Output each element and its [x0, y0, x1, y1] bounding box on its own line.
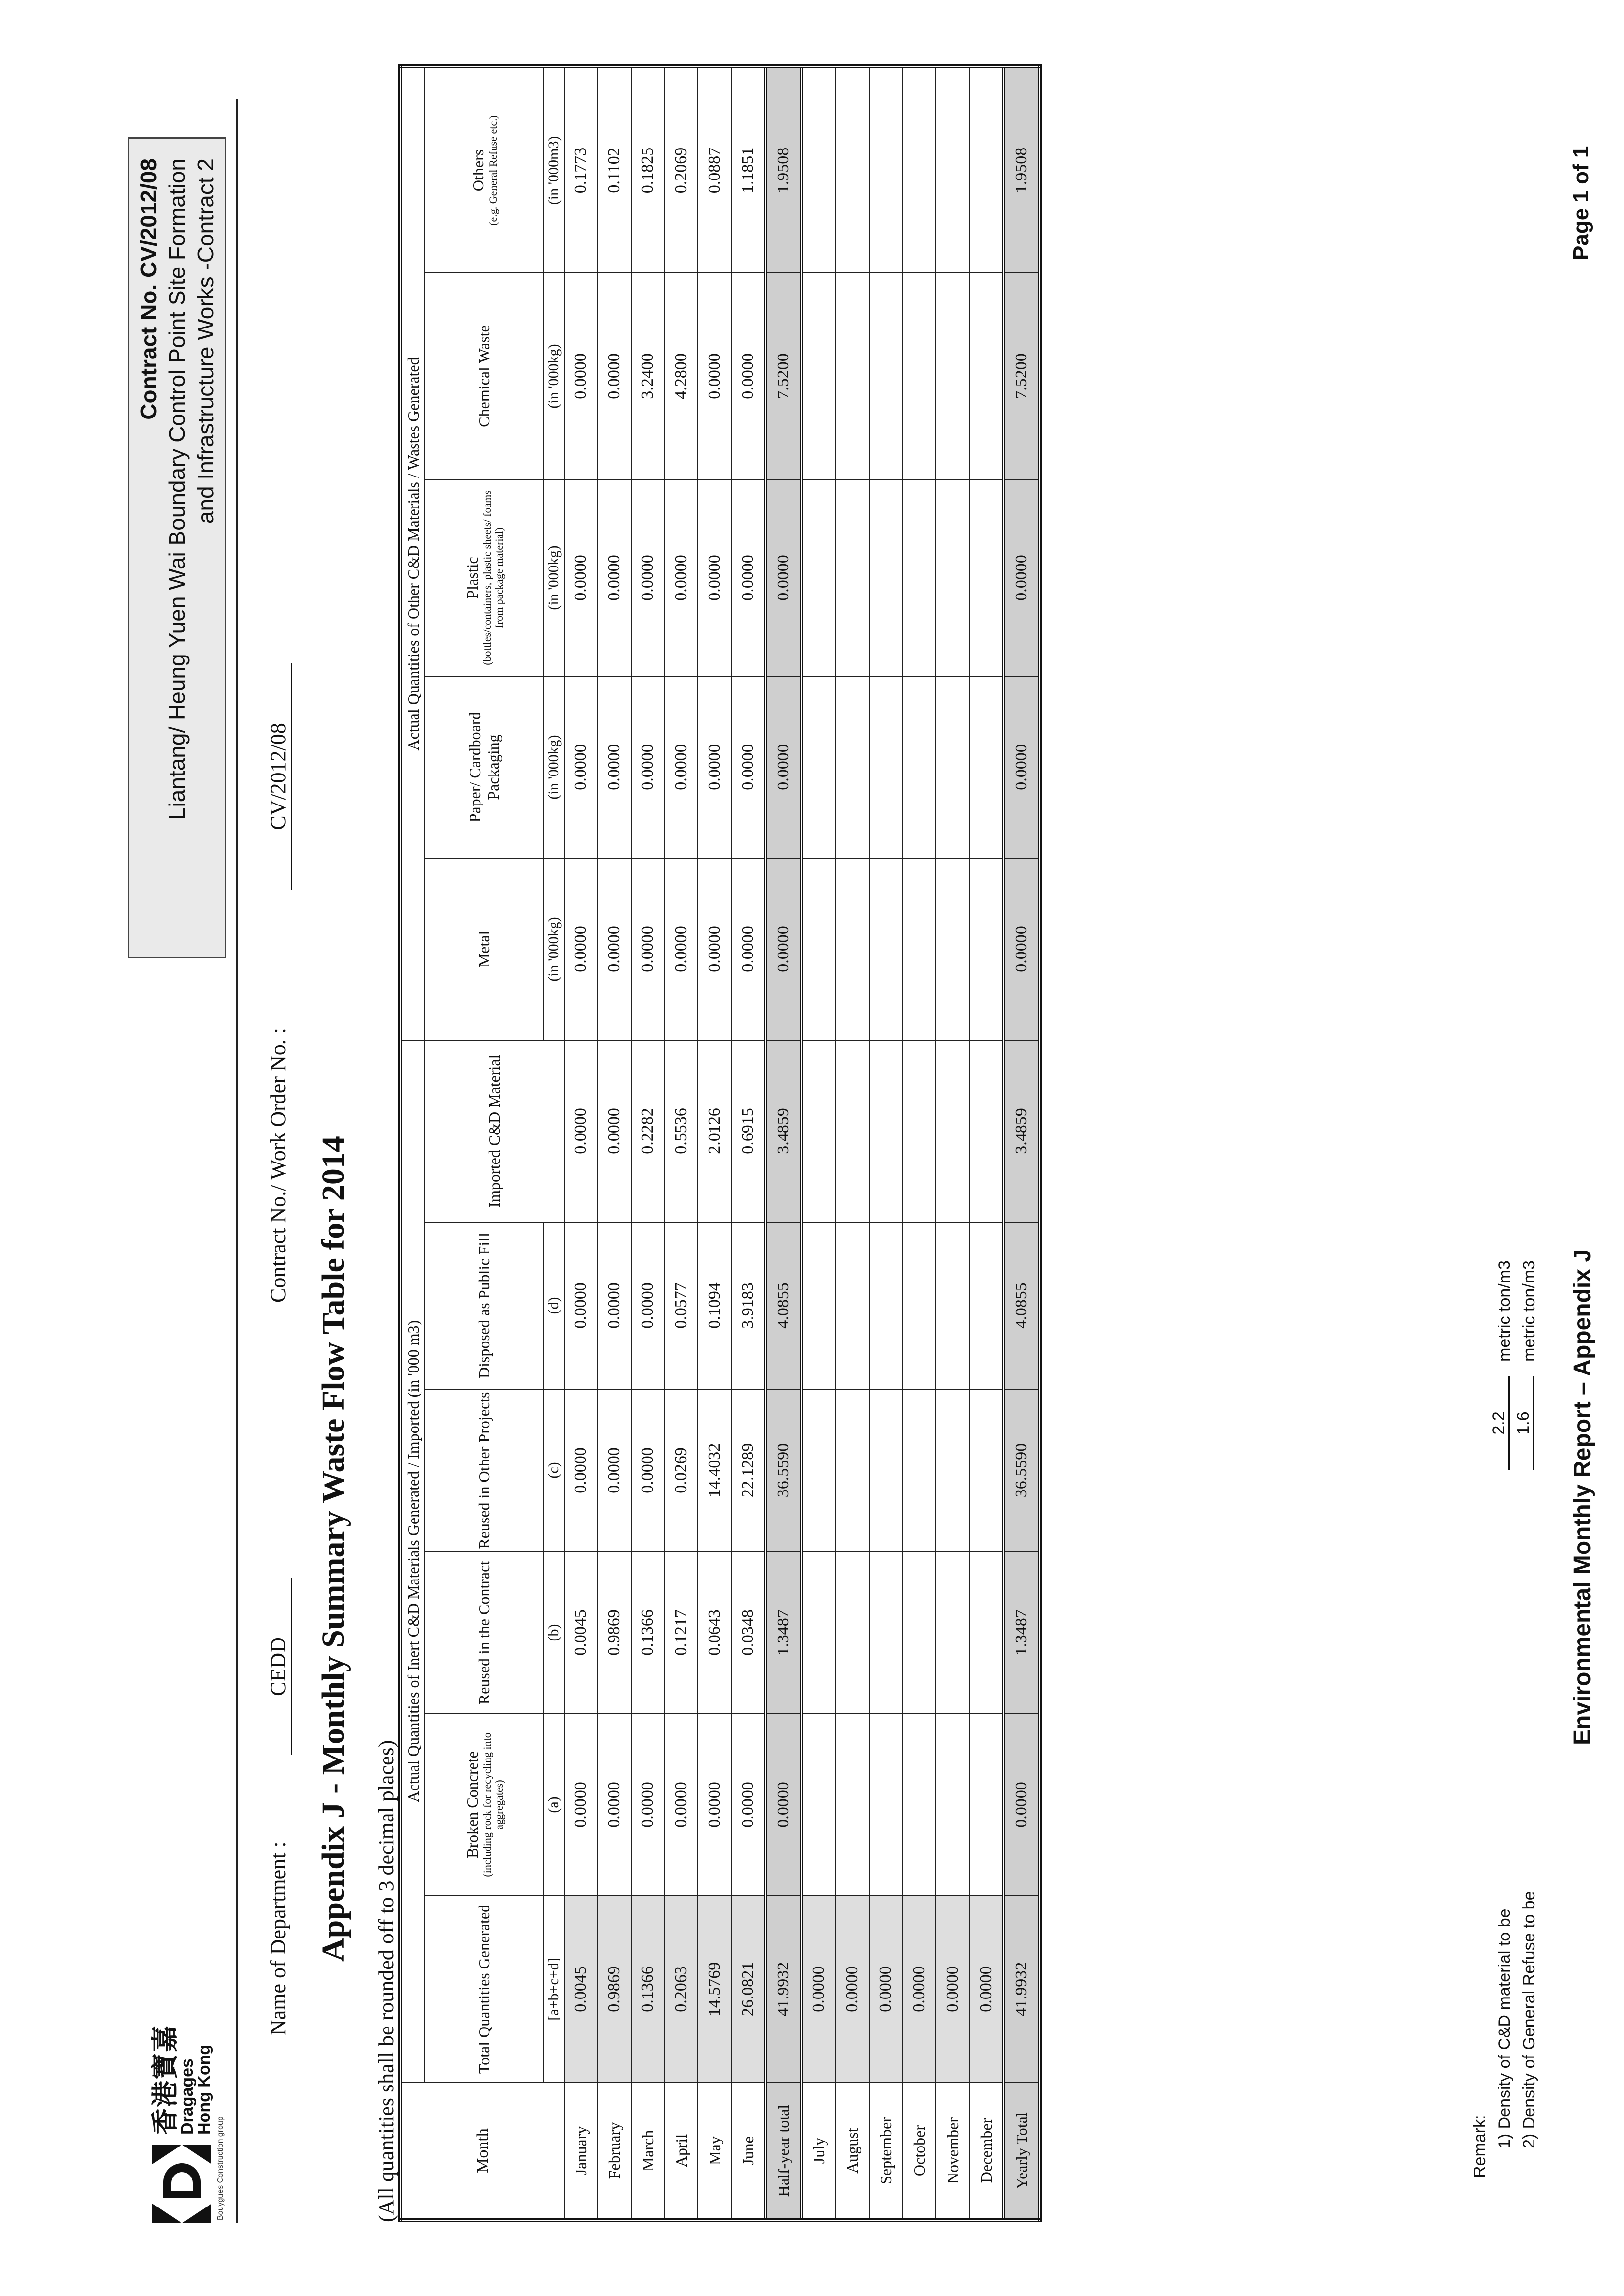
table-cell: 0.0000 — [631, 1389, 664, 1551]
table-cell — [969, 858, 1004, 1040]
table-cell: 0.0000 — [869, 1896, 902, 2083]
table-cell: 0.2063 — [664, 1896, 698, 2083]
table-cell: 0.9869 — [598, 1551, 631, 1714]
table-cell — [902, 66, 936, 273]
month-cell: February — [598, 2083, 631, 2220]
table-cell — [969, 479, 1004, 676]
table-cell: 1.3487 — [1004, 1551, 1040, 1714]
table-cell — [969, 676, 1004, 858]
table-cell — [936, 1222, 969, 1389]
table-cell: 0.0577 — [664, 1222, 698, 1389]
table-cell: 0.0000 — [698, 676, 731, 858]
table-cell: 0.1094 — [698, 1222, 731, 1389]
table-cell: 4.0855 — [766, 1222, 801, 1389]
table-cell — [936, 1389, 969, 1551]
table-cell — [969, 1551, 1004, 1714]
table-cell: 0.0000 — [731, 676, 766, 858]
table-cell — [969, 1222, 1004, 1389]
table-row — [869, 66, 902, 2220]
broken-concrete-code: (a) — [543, 1714, 564, 1896]
table-cell: 36.5590 — [766, 1389, 801, 1551]
broken-concrete-label: Broken Concrete — [463, 1751, 481, 1858]
table-cell: 0.0000 — [766, 858, 801, 1040]
table-cell — [836, 66, 869, 273]
table-cell — [836, 676, 869, 858]
table-cell: 14.5769 — [698, 1896, 731, 2083]
remark-value-2: 1.6 — [1514, 1376, 1534, 1470]
total-header-label: Total Quantities Generated — [475, 1904, 493, 2074]
month-cell: October — [902, 2083, 936, 2220]
others-unit: (in '000m3) — [543, 66, 564, 273]
table-cell: 0.1825 — [631, 66, 664, 273]
table-cell: 0.0000 — [564, 1040, 598, 1222]
table-cell: 0.0000 — [631, 479, 664, 676]
table-cell: 0.0000 — [731, 479, 766, 676]
table-cell: 4.2800 — [664, 273, 698, 479]
remark-unit-1: metric ton/m3 — [1495, 1260, 1514, 1362]
table-cell: 0.0000 — [564, 1222, 598, 1389]
reused-other-header: Reused in Other Projects — [424, 1389, 543, 1551]
table-cell: 41.9932 — [766, 1896, 801, 2083]
table-cell — [936, 66, 969, 273]
plastic-note: (bottles/containers, plastic sheets/ foams from package material) — [481, 490, 505, 665]
table-cell — [801, 1551, 836, 1714]
table-cell: 0.1773 — [564, 66, 598, 273]
table-cell: 0.0000 — [564, 1714, 598, 1896]
table-row — [698, 66, 731, 2220]
table-cell: 0.0000 — [564, 479, 598, 676]
table-cell — [936, 1040, 969, 1222]
table-cell — [869, 273, 902, 479]
table-row — [598, 66, 631, 2220]
table-cell: 0.0000 — [698, 1714, 731, 1896]
logo-chinese-text: 香港寶嘉 — [150, 2025, 180, 2135]
table-row — [836, 66, 869, 2220]
table-cell — [801, 676, 836, 858]
table-cell: 0.0000 — [631, 858, 664, 1040]
table-cell: 0.0000 — [598, 1222, 631, 1389]
table-cell: 0.0000 — [631, 676, 664, 858]
month-cell: September — [869, 2083, 902, 2220]
table-cell — [836, 273, 869, 479]
table-cell — [836, 1222, 869, 1389]
table-cell — [869, 858, 902, 1040]
remark-value-1: 2.2 — [1489, 1376, 1510, 1470]
table-cell: 0.0000 — [766, 479, 801, 676]
others-label: Others — [469, 149, 487, 192]
department-label: Name of Department : — [266, 1841, 290, 2035]
table-cell: 0.1217 — [664, 1551, 698, 1714]
table-cell — [902, 1389, 936, 1551]
table-cell — [801, 479, 836, 676]
month-cell: December — [969, 2083, 1004, 2220]
page-number: Page 1 of 1 — [1569, 146, 1593, 260]
table-cell: 0.0348 — [731, 1551, 766, 1714]
table-cell: 3.4859 — [1004, 1040, 1040, 1222]
table-cell: 0.0000 — [664, 858, 698, 1040]
contract-number: Contract No. CV/2012/08 — [136, 158, 161, 420]
reused-contract-code: (b) — [543, 1551, 564, 1714]
table-cell: 0.0000 — [731, 858, 766, 1040]
disposed-code: (d) — [543, 1222, 564, 1389]
logo-english-line-1: Dragages — [178, 2058, 197, 2135]
chemical-unit: (in '000kg) — [543, 273, 564, 479]
work-order-label: Contract No./ Work Order No. : — [266, 1028, 290, 1303]
table-cell — [936, 1551, 969, 1714]
footer-title: Environmental Monthly Report – Appendix J — [1569, 1249, 1595, 1745]
table-cell: 0.0000 — [598, 676, 631, 858]
table-cell: 7.5200 — [1004, 273, 1040, 479]
table-cell: 0.0000 — [766, 676, 801, 858]
table-cell: 0.0045 — [564, 1896, 598, 2083]
total-header — [424, 1896, 543, 2083]
table-cell: 0.0000 — [598, 273, 631, 479]
table-cell: 3.4859 — [766, 1040, 801, 1222]
table-cell: 0.1102 — [598, 66, 631, 273]
table-cell: 22.1289 — [731, 1389, 766, 1551]
logo-english-text — [179, 2045, 212, 2135]
remark-title: Remark: — [1471, 2115, 1489, 2178]
table-cell: 0.2282 — [631, 1040, 664, 1222]
waste-flow-table — [398, 64, 1042, 2222]
table-cell: 0.0000 — [598, 1389, 631, 1551]
table-cell: 0.0000 — [969, 1896, 1004, 2083]
others-header — [424, 66, 543, 273]
table-cell: 0.0000 — [698, 479, 731, 676]
table-cell — [836, 479, 869, 676]
table-row — [801, 66, 836, 2220]
table-cell — [869, 676, 902, 858]
table-cell: 0.0000 — [698, 858, 731, 1040]
table-cell — [936, 1714, 969, 1896]
table-cell: 0.0887 — [698, 66, 731, 273]
table-cell: 0.0000 — [598, 1714, 631, 1896]
table-cell: 0.0000 — [631, 1714, 664, 1896]
table-cell: 0.0045 — [564, 1551, 598, 1714]
table-cell — [836, 1389, 869, 1551]
work-order-value: CV/2012/08 — [266, 663, 292, 890]
header-divider — [236, 99, 238, 2223]
table-cell — [869, 66, 902, 273]
month-cell: April — [664, 2083, 698, 2220]
table-cell — [902, 1551, 936, 1714]
remark-label-2: 2) Density of General Refuse to be — [1520, 1891, 1538, 2148]
table-cell — [902, 676, 936, 858]
table-cell: 0.0000 — [731, 1714, 766, 1896]
month-cell: January — [564, 2083, 598, 2220]
table-cell: 0.0000 — [564, 858, 598, 1040]
table-cell — [801, 1389, 836, 1551]
table-cell — [869, 1389, 902, 1551]
table-cell — [869, 1551, 902, 1714]
table-cell: 0.0000 — [801, 1896, 836, 2083]
table-cell: 3.9183 — [731, 1222, 766, 1389]
table-cell — [902, 273, 936, 479]
table-cell — [969, 273, 1004, 479]
remark-label-1: 1) Density of C&D material to be — [1495, 1908, 1514, 2148]
table-cell — [902, 479, 936, 676]
table-cell: 26.0821 — [731, 1896, 766, 2083]
month-cell: August — [836, 2083, 869, 2220]
table-row — [936, 66, 969, 2220]
table-cell: 0.1366 — [631, 1896, 664, 2083]
table-cell — [969, 66, 1004, 273]
month-cell: Half-year total — [766, 2083, 801, 2220]
table-cell: 1.9508 — [766, 66, 801, 273]
table-cell — [969, 1714, 1004, 1896]
table-cell: 0.0000 — [564, 273, 598, 479]
table-cell — [936, 479, 969, 676]
table-cell: 0.1366 — [631, 1551, 664, 1714]
table-cell: 41.9932 — [1004, 1896, 1040, 2083]
table-cell — [936, 858, 969, 1040]
rounding-note: (All quantities shall be rounded off to 3 decimal places) — [374, 1740, 398, 2222]
table-cell: 0.0000 — [936, 1896, 969, 2083]
table-cell — [801, 1714, 836, 1896]
table-cell: 1.9508 — [1004, 66, 1040, 273]
table-cell: 3.2400 — [631, 273, 664, 479]
paper-header: Paper/ Cardboard Packaging — [424, 676, 543, 858]
table-cell: 14.4032 — [698, 1389, 731, 1551]
table-cell — [969, 1389, 1004, 1551]
table-cell: 0.0000 — [598, 479, 631, 676]
table-cell: 0.0000 — [1004, 676, 1040, 858]
table-row — [731, 66, 766, 2220]
yearly-total-row — [1004, 66, 1040, 2220]
table-cell: 0.6915 — [731, 1040, 766, 1222]
table-cell: 0.0000 — [564, 676, 598, 858]
other-group-header: Actual Quantities of Other C&D Materials / Wastes Generated — [400, 66, 424, 1040]
table-row — [902, 66, 936, 2220]
reused-contract-header: Reused in the Contract — [424, 1551, 543, 1714]
department-value: CEDD — [266, 1578, 292, 1755]
table-cell: 7.5200 — [766, 273, 801, 479]
page-title: Appendix J - Monthly Summary Waste Flow Table for 2014 — [315, 1136, 351, 1962]
broken-concrete-header — [424, 1714, 543, 1896]
table-cell — [869, 1714, 902, 1896]
table-row — [664, 66, 698, 2220]
chemical-header: Chemical Waste — [424, 273, 543, 479]
table-cell: 4.0855 — [1004, 1222, 1040, 1389]
table-cell: 0.0000 — [766, 1714, 801, 1896]
table-cell: 1.1851 — [731, 66, 766, 273]
table-cell — [902, 1714, 936, 1896]
plastic-label: Plastic — [463, 557, 481, 599]
table-row — [564, 66, 598, 2220]
table-cell — [902, 1040, 936, 1222]
table-cell — [801, 273, 836, 479]
table-row — [631, 66, 664, 2220]
table-cell: 0.0000 — [664, 676, 698, 858]
table-cell — [869, 1222, 902, 1389]
table-cell: 0.0000 — [902, 1896, 936, 2083]
table-cell — [936, 273, 969, 479]
table-cell: 0.0000 — [1004, 1714, 1040, 1896]
month-cell: June — [731, 2083, 766, 2220]
table-cell — [836, 1714, 869, 1896]
contract-info-box — [128, 137, 226, 958]
table-cell: 0.0643 — [698, 1551, 731, 1714]
table-cell: 0.0000 — [1004, 858, 1040, 1040]
month-cell: November — [936, 2083, 969, 2220]
table-cell — [869, 479, 902, 676]
table-cell: 0.0000 — [664, 479, 698, 676]
table-cell — [902, 1222, 936, 1389]
table-cell — [801, 1040, 836, 1222]
table-cell — [801, 66, 836, 273]
month-cell: May — [698, 2083, 731, 2220]
broken-concrete-note: (including rock for recycling into aggregates) — [481, 1732, 505, 1877]
table-cell — [936, 676, 969, 858]
table-cell: 0.0000 — [1004, 479, 1040, 676]
table-cell — [801, 858, 836, 1040]
table-row — [969, 66, 1004, 2220]
company-logo — [138, 1908, 226, 2223]
table-cell: 0.0269 — [664, 1389, 698, 1551]
table-cell: 0.9869 — [598, 1896, 631, 2083]
others-note: (e.g. General Refuse etc.) — [487, 115, 499, 226]
table-cell: 0.0000 — [598, 858, 631, 1040]
table-cell: 36.5590 — [1004, 1389, 1040, 1551]
month-cell: Yearly Total — [1004, 2083, 1040, 2220]
remark-unit-2: metric ton/m3 — [1520, 1260, 1538, 1362]
table-cell: 0.0000 — [598, 1040, 631, 1222]
month-cell: March — [631, 2083, 664, 2220]
month-cell: July — [801, 2083, 836, 2220]
half-year-total-row — [766, 66, 801, 2220]
contract-title-line-1: Liantang/ Heung Yuen Wai Boundary Control Point Site Formation — [164, 158, 190, 820]
table-cell: 0.0000 — [731, 273, 766, 479]
table-cell — [836, 1551, 869, 1714]
total-formula: [a+b+c+d] — [543, 1896, 564, 2083]
table-cell — [969, 1040, 1004, 1222]
logo-english-line-2: Hong Kong — [195, 2044, 213, 2135]
table-cell: 0.0000 — [698, 273, 731, 479]
table-cell: 2.0126 — [698, 1040, 731, 1222]
table-cell — [801, 1222, 836, 1389]
disposed-header: Disposed as Public Fill — [424, 1222, 543, 1389]
table-cell: 0.0000 — [664, 1714, 698, 1896]
metal-header: Metal — [424, 858, 543, 1040]
table-cell — [869, 1040, 902, 1222]
table-cell: 0.5536 — [664, 1040, 698, 1222]
metal-unit: (in '000kg) — [543, 858, 564, 1040]
plastic-unit: (in '000kg) — [543, 479, 564, 676]
table-cell: 0.0000 — [631, 1222, 664, 1389]
table-cell: 0.2069 — [664, 66, 698, 273]
month-header: Month — [400, 2083, 564, 2220]
inert-group-header: Actual Quantities of Inert C&D Materials Generated / Imported (in '000 m3) — [400, 1040, 424, 2083]
table-cell — [902, 858, 936, 1040]
logo-subtitle: Bouygues Construction group — [216, 2117, 225, 2220]
paper-unit: (in '000kg) — [543, 676, 564, 858]
table-cell: 0.0000 — [564, 1389, 598, 1551]
table-cell — [836, 1040, 869, 1222]
plastic-header — [424, 479, 543, 676]
table-cell — [836, 858, 869, 1040]
contract-title-line-2: and Infrastructure Works -Contract 2 — [193, 158, 218, 524]
table-cell: 0.0000 — [836, 1896, 869, 2083]
reused-other-code: (c) — [543, 1389, 564, 1551]
dragages-d-logo-icon — [152, 2145, 211, 2223]
table-cell: 1.3487 — [766, 1551, 801, 1714]
imported-header: Imported C&D Material — [424, 1040, 564, 1222]
